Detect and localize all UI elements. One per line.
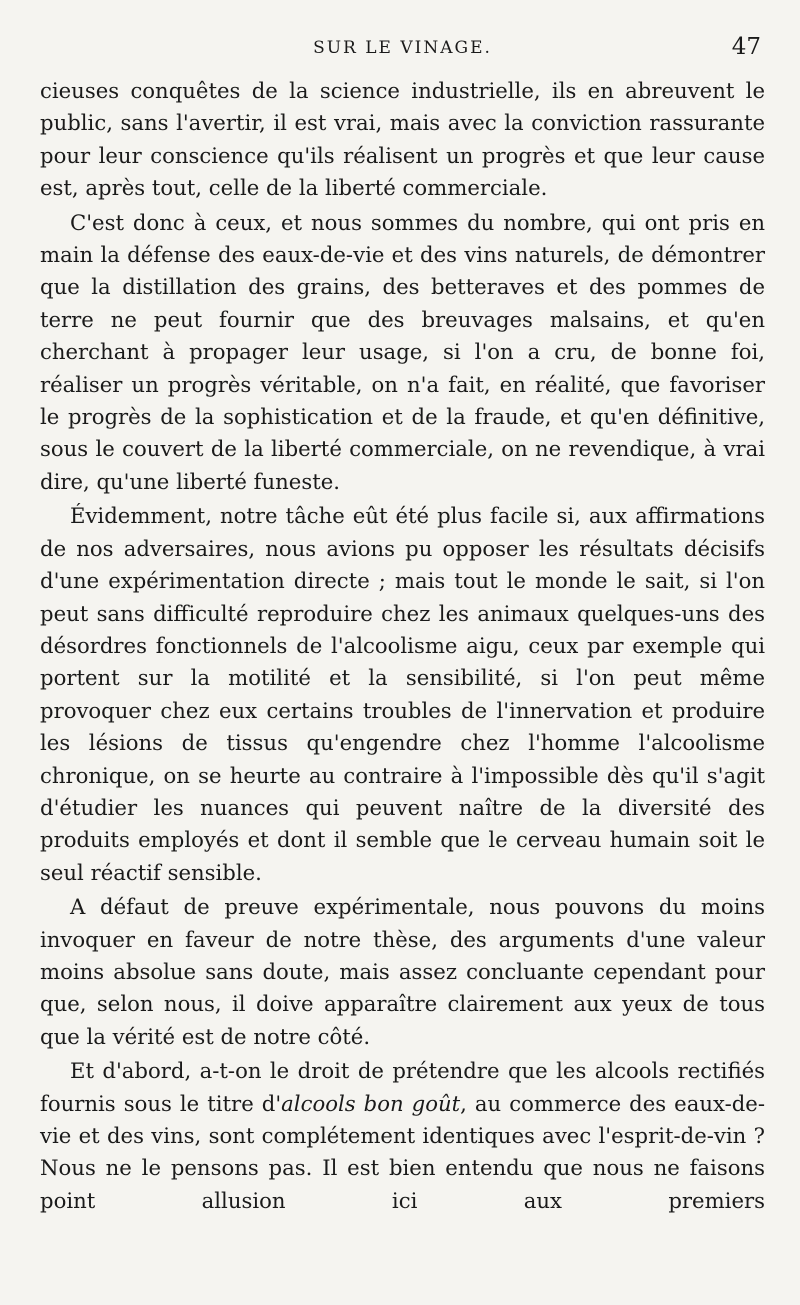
paragraph: cieuses conquêtes de la science industrielle, ils en abreuvent le public, sans l'avertir, il est vrai, mais avec la conviction rassurante pour leur conscience qu'ils réalisent un progrès et que leur cause est, après tout, celle de la liberté commerciale.: [40, 78, 765, 201]
running-title: SUR LE VINAGE.: [313, 38, 492, 58]
paragraph: A défaut de preuve expérimentale, nous pouvons du moins invoquer en faveur de notre thèse, des arguments d'une valeur moins absolue sans doute, mais assez concluante cependant pour que, selon nous, il doive apparaître clairement aux yeux de tous que la vérité est de notre côté.: [40, 894, 765, 1049]
italic-term: alcools bon goût: [281, 1090, 461, 1116]
paragraph: [40, 1055, 765, 1217]
paragraph: C'est donc à ceux, et nous sommes du nombre, qui ont pris en main la défense des eaux-de-vie et des vins naturels, de démontrer que la distillation des grains, des betteraves et des pommes de terre ne peut fournir que des breuvages malsains, et qu'en cherchant à propager leur usage, si l'on a cru, de bonne foi, réaliser un progrès véritable, on n'a fait, en réalité, que favoriser le progrès de la sophistication et de la fraude, et qu'en définitive, sous le couvert de la liberté commerciale, on ne revendique, à vrai dire, qu'une liberté funeste.: [40, 209, 765, 494]
page-number: 47: [731, 34, 761, 60]
paragraph: Évidemment, notre tâche eût été plus facile si, aux affirmations de nos adversaires, nous avions pu opposer les résultats décisifs d'une expérimentation directe ; mais tout le monde le sait, si l'on peut sans difficulté reproduire chez les animaux quelques-uns des désordres fonctionnels de l'alcoolisme aigu, ceux par exemple qui portent sur la motilité et la sensibilité, si l'on peut même provoquer chez eux certains troubles de l'innervation et produire les lésions de tissus qu'engendre chez l'homme l'alcoolisme chronique, on se heurte au contraire à l'impossible dès qu'il s'agit d'étudier les nuances qui peuvent naître de la diversité des produits employés et dont il semble que le cerveau humain soit le seul réactif sensible.: [40, 503, 765, 885]
page-header: [40, 30, 765, 70]
paragraph-text: Et d'abord, a-t-on le droit de prétendre que les alcools rectifiés fournis sous le titre d': [40, 1058, 765, 1116]
body-text: [40, 75, 765, 1217]
paragraph-text: , au commerce des eaux-de-vie et des vins, sont complétement identiques avec l'esprit-de-vin ? Nous ne le pensons pas. Il est bien entendu que nous ne faisons point allusion ici aux premiers: [40, 1090, 765, 1213]
